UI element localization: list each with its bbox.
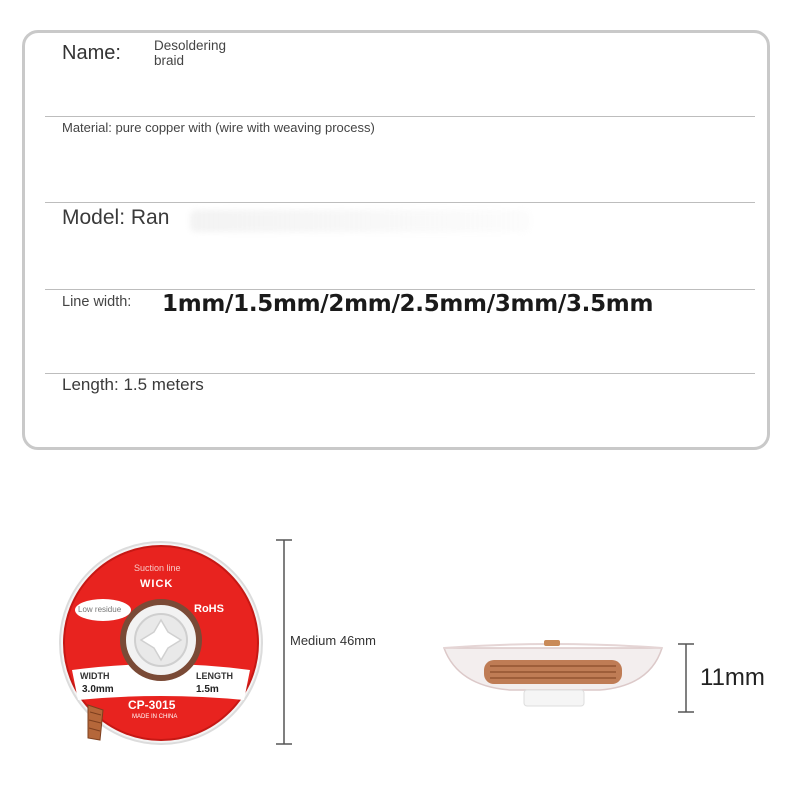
reel-top-text: Suction line [134,563,181,573]
divider [45,202,755,203]
reel-top-view [58,540,264,746]
line-width-value: 1mm/1.5mm/2mm/2.5mm/3mm/3.5mm [162,291,654,317]
reel-model-code: CP-3015 [128,698,176,712]
divider [45,116,755,117]
blurred-model-text [190,210,530,232]
model-text: Model: Ran [62,206,170,229]
reel-side-view [440,636,670,716]
reel-brand: WICK [140,578,174,590]
height-label: 11mm [700,664,765,691]
reel-width-label: WIDTH [80,671,110,681]
reel-made-in: MADE IN CHINA [132,714,178,720]
name-value: Desoldering braid [154,38,227,68]
diameter-label: Medium 46mm [290,633,376,648]
divider [45,289,755,290]
material-text: Material: pure copper with (wire with weaving process) [62,120,375,135]
reel-width-value: 3.0mm [82,684,114,695]
reel-length-label: LENGTH [196,671,233,681]
divider [45,373,755,374]
height-dimension-line [674,642,698,716]
reel-rohs: RoHS [194,603,224,615]
reel-length-value: 1.5m [196,684,219,695]
length-text: Length: 1.5 meters [62,375,204,394]
reel-badge: Low residue [78,605,122,614]
name-label: Name: [62,42,121,64]
line-width-label: Line width: [62,294,132,310]
